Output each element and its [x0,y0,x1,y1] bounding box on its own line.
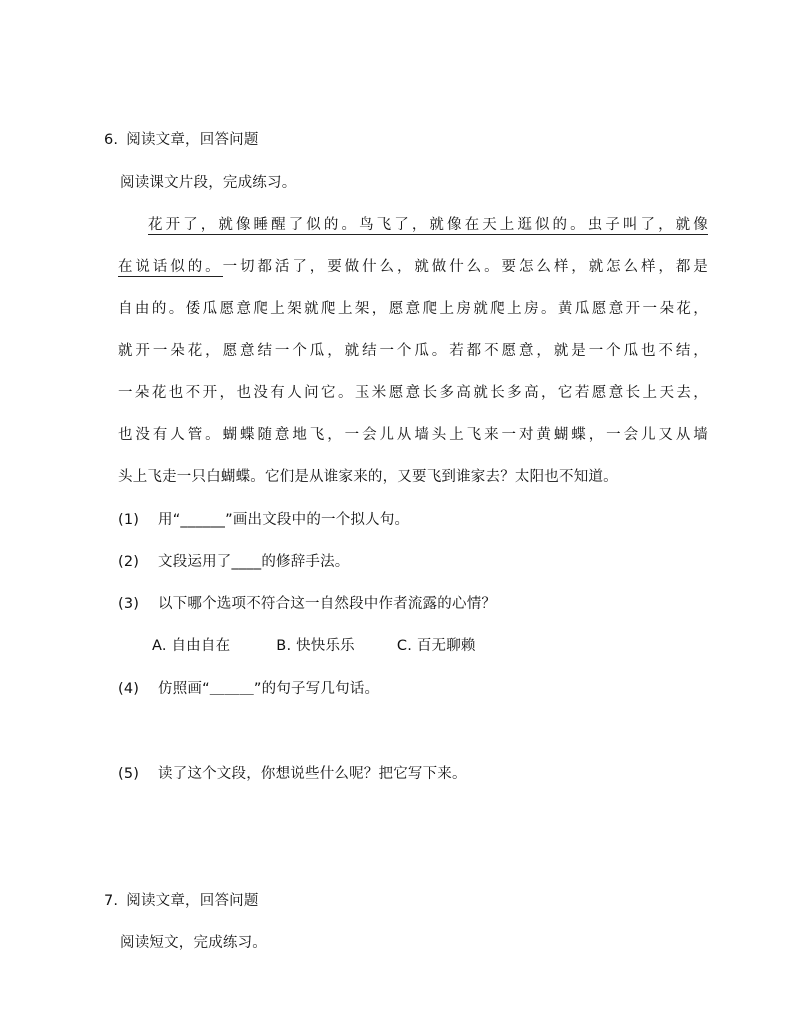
sub-question-text: 仿照画“＿＿＿”的句子写几句话。 [158,681,380,697]
option-a[interactable]: A. 自由自在 [152,638,231,654]
question-7-heading [104,891,259,911]
answer-blank[interactable]: ______ [180,512,226,528]
sub-question-index: (4) [118,681,140,697]
sub-question-3 [118,594,496,614]
sub-question-1 [118,510,409,530]
passage-line-1-prefix: 花开了， [148,217,219,233]
sub-question-text: 读了这个文段，你想说些什么呢？把它写下来。 [158,766,467,782]
option-b[interactable]: B. 快快乐乐 [276,638,355,654]
sub-question-index: (2) [118,554,140,570]
question-6-heading [104,130,259,150]
question-6-intro: 阅读课文片段，完成练习。 [120,175,297,191]
passage-line-6: 也没有人管。蝴蝶随意地飞，一会儿从墙头上飞来一对黄蝴蝶，一会儿又从墙 [118,427,708,443]
answer-blank[interactable]: ____ [231,554,262,570]
passage-line-3: 自由的。倭瓜愿意爬上架就爬上架，愿意爬上房就爬上房。黄瓜愿意开一朵花， [118,301,708,317]
passage-line-1 [148,215,708,235]
sub-question-text: 用“ [158,512,181,528]
sub-question-text: ”画出文段中的一个拟人句。 [225,512,410,528]
sub-question-index: (1) [118,512,140,528]
sub-question-2 [118,552,350,572]
answer-options [152,636,476,656]
sub-question-text: 的修辞手法。 [261,554,350,570]
underlined-sentence-end: 在说话似的。 [118,259,223,275]
question-number: 7. [104,893,119,909]
sub-question-4 [118,679,379,699]
sub-question-index: (3) [118,596,140,612]
sub-question-5 [118,764,467,784]
question-title: 阅读文章，回答问题 [126,132,259,148]
sub-question-index: (5) [118,766,140,782]
underlined-sentence [148,217,708,235]
question-title: 阅读文章，回答问题 [126,893,259,909]
passage-line-5: 一朵花也不开，也没有人问它。玉米愿意长多高就长多高，它若愿意长上天去， [118,385,708,401]
passage-line-1-text: 就像睡醒了似的。鸟飞了，就像在天上逛似的。虫子叫了，就像 [218,217,708,233]
passage-line-4: 就开一朵花，愿意结一个瓜，就结一个瓜。若都不愿意，就是一个瓜也不结， [118,343,708,359]
question-number: 6. [104,132,119,148]
sub-question-text: 以下哪个选项不符合这一自然段中作者流露的心情？ [158,596,497,612]
option-c[interactable]: C. 百无聊赖 [396,638,476,654]
question-7-intro: 阅读短文，完成练习。 [120,935,267,951]
sub-question-text: 文段运用了 [158,554,232,570]
passage-line-2 [118,257,708,277]
passage-line-2-text: 一切都活了，要做什么，就做什么。要怎么样，就怎么样，都是 [222,259,708,275]
passage-line-7: 头上飞走一只白蝴蝶。它们是从谁家来的，又要飞到谁家去？太阳也不知道。 [118,469,618,485]
